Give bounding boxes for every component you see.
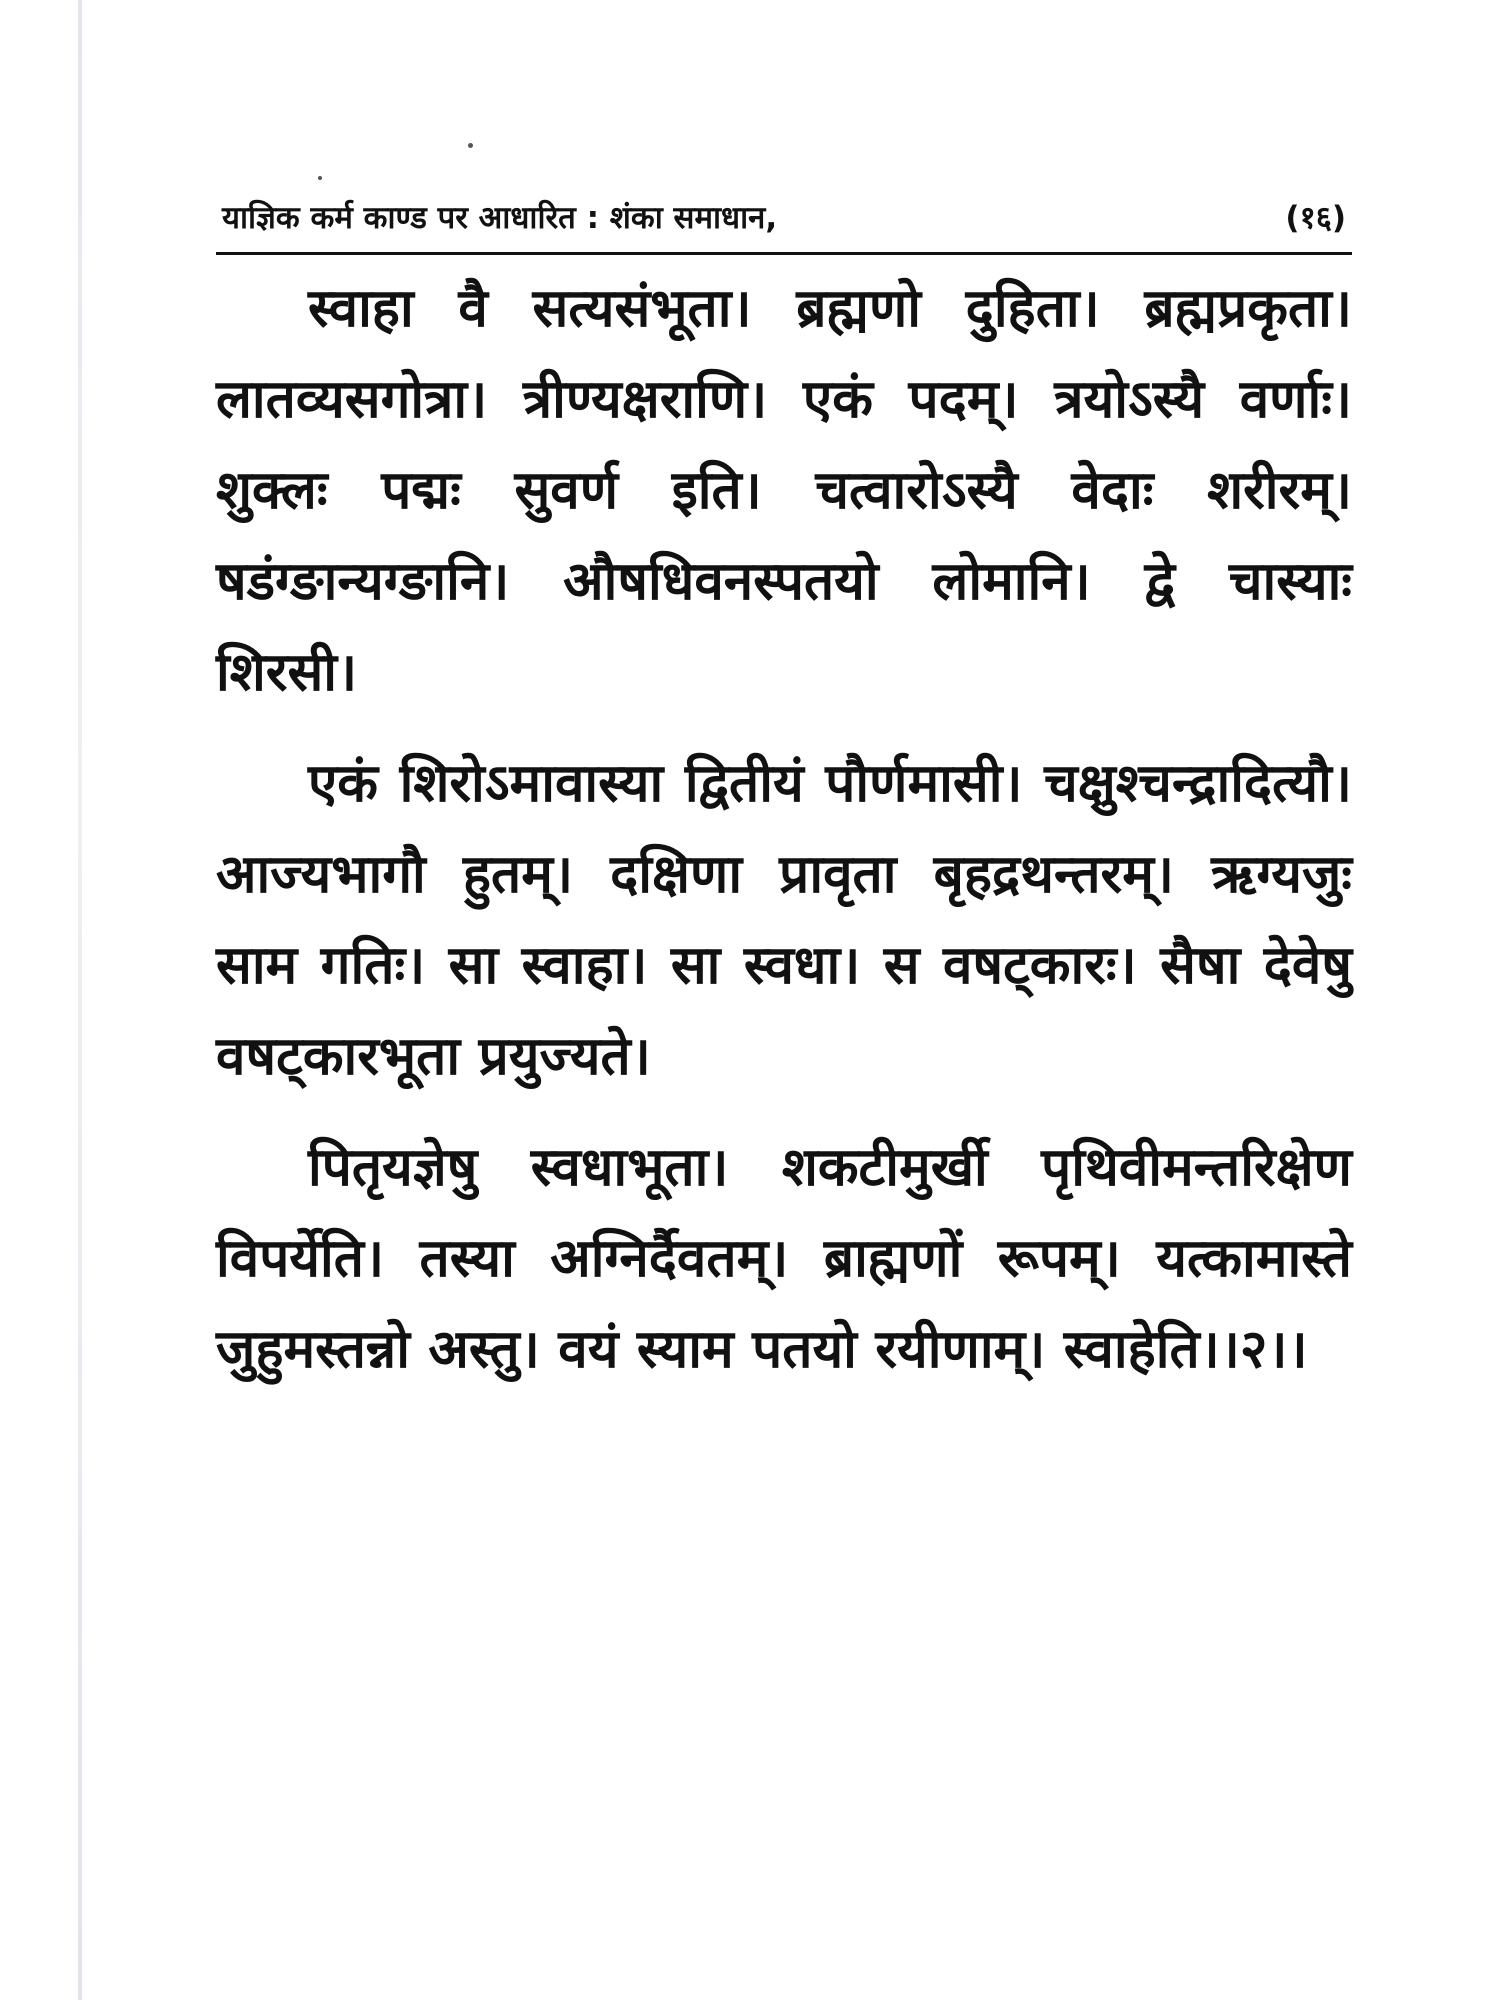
paragraph: पितृयज्ञेषु स्वधाभूता। शकटीमुर्खी पृथिवीमन्तरिक्षेण विपर्येति। तस्या अग्निर्दैवतम्। ब्राह्मणों रूपम्। यत्कामास्ते जुहुमस्तन्नो अस्तु। वयं स्याम पतयो रयीणाम्। स्वाहेति।।२।। [216, 1137, 1352, 1380]
paragraph: स्वाहा वै सत्यसंभूता। ब्रह्मणो दुहिता। ब्रह्मप्रकृता। लातव्यसगोत्रा। त्रीण्यक्षराणि। एकं पदम्। त्रयोऽस्यै वर्णाः। शुक्लः पद्मः सुवर्ण इति। चत्वारोऽस्यै वेदाः शरीरम्। षडंग्ङान्यग्ङानि। औषधिवनस्पतयो लोमानि। द्वे चास्याः शिरसी। [216, 278, 1352, 703]
scan-edge-shadow [78, 0, 82, 2000]
page-number: (१६) [1285, 200, 1346, 236]
scan-speck [468, 143, 473, 148]
running-header [216, 196, 1352, 255]
paragraph: एकं शिरोऽमावास्या द्वितीयं पौर्णमासी। चक्षुश्चन्द्रादित्यौ। आज्यभागौ हुतम्। दक्षिणा प्रावृता बृहद्रथन्तरम्। ऋग्यजुः साम गतिः। सा स्वाहा। सा स्वधा। स वषट्कारः। सैषा देवेषु वषट्कारभूता प्रयुज्यते। [216, 753, 1352, 1087]
page-body [216, 263, 1352, 1395]
scan-speck [318, 176, 322, 180]
running-title: याज्ञिक कर्म काण्ड पर आधारित : शंका समाधान, [222, 200, 778, 236]
book-page [216, 196, 1352, 1415]
